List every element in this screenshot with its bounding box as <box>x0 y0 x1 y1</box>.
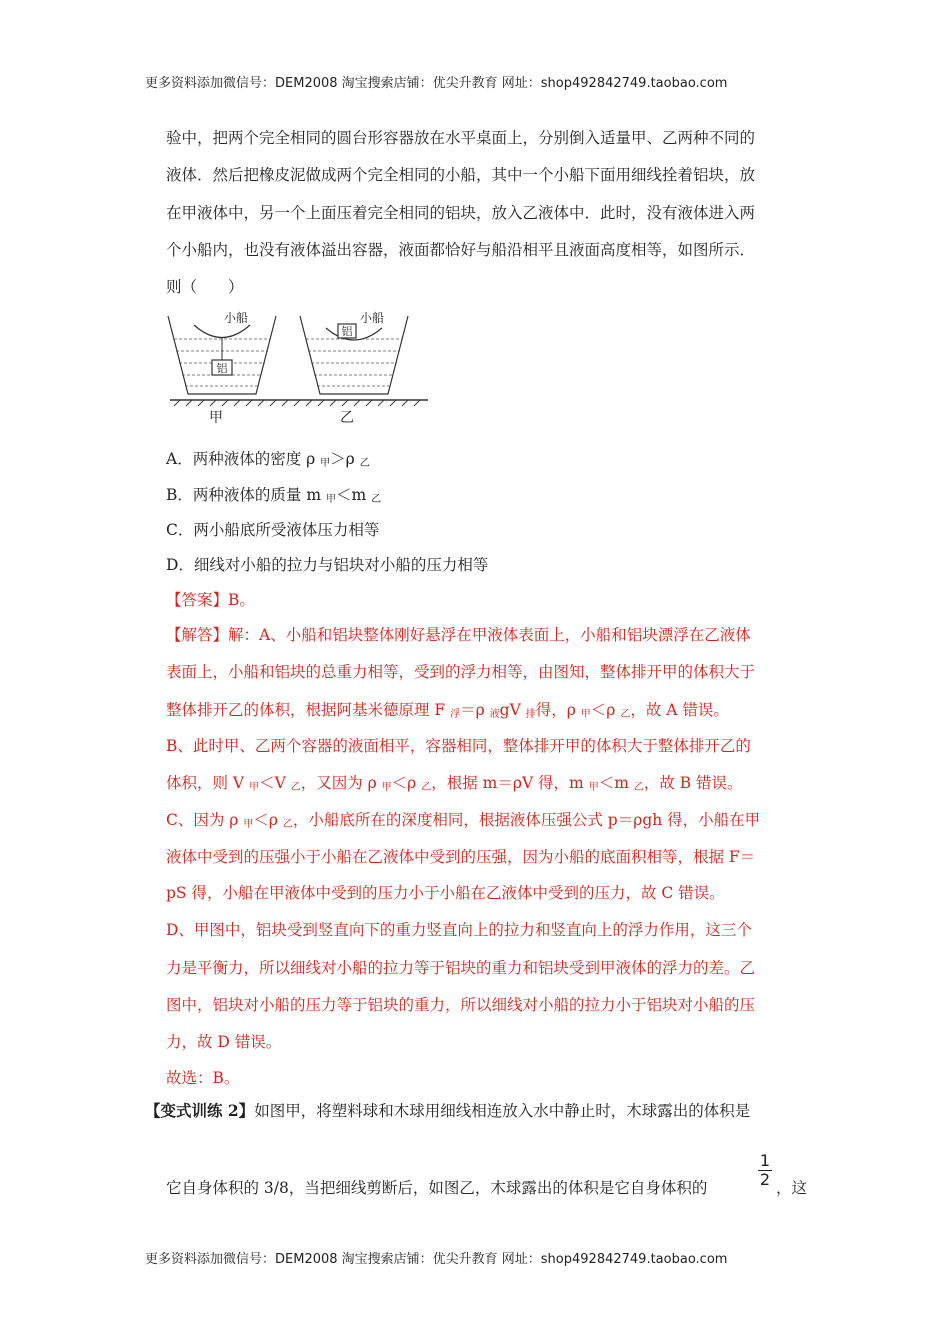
page-header: 更多资料添加微信号：DEM2008 淘宝搜索店铺：优尖升教育 网址：shop492842749.taobao.com <box>145 76 728 91</box>
answer <box>166 589 806 611</box>
variant-exercise-tag: 【变式训练 2】 <box>145 1101 255 1120</box>
variant-exercise-line-2-end: ，这 <box>776 1179 808 1197</box>
right-liquid-lines <box>306 339 402 386</box>
question-line-2: 液体．然后把橡皮泥做成两个完全相同的小船，其中一个小船下面用细线拴着铝块，放 <box>166 166 756 184</box>
solution-line-8: pS 得，小船在甲液体中受到的压力小于小船在乙液体中受到的压力，故 C 错误。 <box>166 884 725 902</box>
option-a: A．两种液体的密度 ρ $_甲$＞ρ $_乙$ <box>166 450 370 469</box>
variant-exercise-line-2: 它自身体积的 3/8，当把细线剪断后，如图乙，木球露出的体积是它自身体积的 <box>166 1179 708 1197</box>
solution-line-12: 力，故 D 错误。 <box>166 1033 282 1051</box>
solution-line-10: 力是平衡力，所以细线对小船的拉力等于铝块的重力和铝块受到甲液体的浮力的差。乙 <box>166 959 756 977</box>
solution-line-13: 故选：B。 <box>166 1069 240 1087</box>
solution-line-1: 【解答】解：A、小船和铝块整体刚好悬浮在甲液体表面上，小船和铝块漂浮在乙液体 <box>166 626 751 644</box>
table-hatching <box>174 400 420 406</box>
page-footer: 更多资料添加微信号：DEM2008 淘宝搜索店铺：优尖升教育 网址：shop492842749.taobao.com <box>145 1252 728 1267</box>
solution-line-2: 表面上，小船和铝块的总重力相等，受到的浮力相等，由图知，整体排开甲的体积大于 <box>166 663 756 681</box>
question-line-5: 则（ ） <box>166 278 244 296</box>
solution-tag: 【解答】 <box>166 626 229 644</box>
left-boat <box>194 325 250 338</box>
right-figure-label: 乙 <box>340 410 354 426</box>
solution-line-7: 液体中受到的压强小于小船在乙液体中受到的压强，因为小船的底面积相等，根据 F＝ <box>166 848 756 866</box>
question-line-4: 个小船内，也没有液体溢出容器，液面都恰好与船沿相平且液面高度相等，如图所示． <box>166 241 756 259</box>
option-d: D．细线对小船的拉力与铝块对小船的压力相等 <box>166 556 489 574</box>
solution-line-3: 整体排开乙的体积，根据阿基米德原理 F $_浮$＝ρ $_液$gV $_排$得，ρ $_甲$＜ρ $_乙$，故 A 错误。 <box>166 701 729 720</box>
left-figure-label: 甲 <box>209 410 223 426</box>
answer-tag: 【答案】 <box>166 591 229 609</box>
fraction-one-half: $\frac{1}{2}$ <box>759 1151 771 1189</box>
right-block-label: 铝 <box>341 325 353 338</box>
left-block-label: 铝 <box>216 362 228 375</box>
option-b: B．两种液体的质量 m $_甲$＜m $_乙$ <box>166 486 382 505</box>
solution-line-9: D、甲图中，铝块受到竖直向下的重力竖直向上的拉力和竖直向上的浮力作用，这三个 <box>166 921 752 939</box>
option-c: C．两小船底所受液体压力相等 <box>166 521 380 539</box>
answer-value: B。 <box>228 591 255 609</box>
left-boat-label: 小船 <box>223 311 249 325</box>
variant-exercise-line-1: 【变式训练 2】如图甲，将塑料球和木球用细线相连放入水中静止时，木球露出的体积是 <box>145 1101 751 1120</box>
question-line-1: 验中，把两个完全相同的圆台形容器放在水平桌面上，分别倒入适量甲、乙两种不同的 <box>166 129 756 147</box>
solution-line-11: 图中，铝块对小船的压力等于铝块的重力，所以细线对小船的拉力小于铝块对小船的压 <box>166 996 756 1014</box>
solution-line-4: B、此时甲、乙两个容器的液面相平，容器相同，整体排开甲的体积大于整体排开乙的 <box>166 737 751 755</box>
question-line-3: 在甲液体中，另一个上面压着完全相同的铝块，放入乙液体中．此时，没有液体进入两 <box>166 204 756 222</box>
solution-line-6: C、因为 ρ $_甲$＜ρ $_乙$，小船底所在的深度相同，根据液体压强公式 p＝ρgh 得，小船在甲 <box>166 811 761 830</box>
containers-figure <box>166 310 436 432</box>
solution-line-5: 体积，则 V $_甲$＜V $_乙$，又因为 ρ $_甲$＜ρ $_乙$，根据 m＝ρV 得，m $_甲$＜m $_乙$，故 B 错误。 <box>166 774 743 793</box>
right-boat-label: 小船 <box>359 311 385 325</box>
